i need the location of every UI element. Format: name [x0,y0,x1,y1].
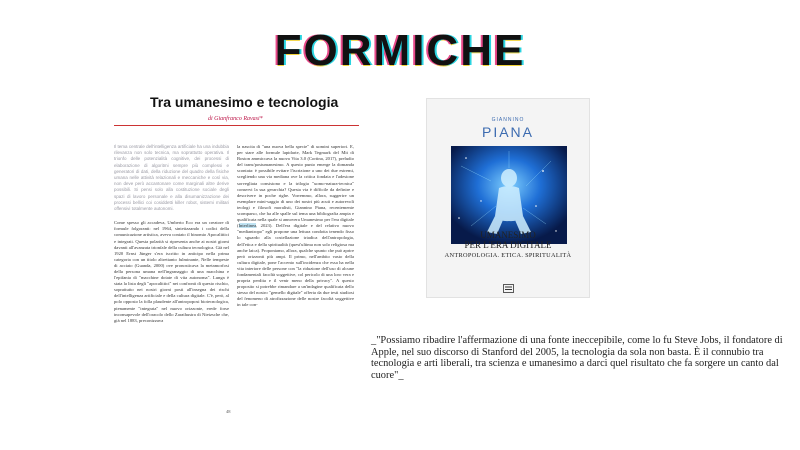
article-title: Tra umanesimo e tecnologia [150,94,339,110]
article-column-right [237,144,354,409]
article-column-left [114,144,229,409]
book-author-first-name: GIANNINO [491,117,525,123]
book-cover [426,98,590,298]
book-title-line-2: PER L'ERA DIGITALE [464,240,552,250]
pull-quote: _"Possiamo ribadire l'affermazione di una fonte ineccepibile, come lo fu Steve Jobs, il fondatore di Apple, nel suo discorso di Stanford del 2005, la tecnologia da sola non basta. È il connubio tra tecnologia e arti liberali, tra scienza e umanesimo a darci quel risultato che fa sorgere un canto dal cuore"_ [371,335,783,382]
page-number: 48 [226,409,231,414]
article-body-right-part1: la nascita di "una nuova bella specie" di uomini superiori. E, per stare alle formule lapidarie, Mark Tegmark del Mit di Boston ammiccava la nuova Vita 3.0 (Cortina, 2017), preludio del trans/postumanesimo. A questo punto emerge la domanda scontata: è possibile evitare l'iscrizione a uno dei due estremi, scegliendo una via mediana ove la critica fondata e l'adesione sorvegliata consistono e la trilogia "uomo-natura-tecnica" conservi la sua gerarchia? Questa via è difficile da definire e descrivere in poche righe. Vorremmo, allora, suggerire un esemplare mini-saggio di uno dei nostri più acuti e autorevoli teologi e filosofi moralisti, Giannino Piana, recentemente scomparso, che ha alle spalle sul tema una bibliografia ampia e qualificata nella quale si annovera Umanesimo per l'era digitale ( [237,144,354,229]
article-byline: di Gianfranco Ravasi* [208,116,263,122]
article-abstract: Il tema centrale dell'intelligenza artificiale ha una indubbia rilevanza non solo tecnica, ma soprattutto operativa. Il trionfo delle potenzialità cognitive, dei processi di elaborazione di algoritmi sempre più complessi e generatori di dati, della riduzione del quadro della fisiche umana nelle attività relazionali e meccaniche e così via, non deve però accantonare come marginali altre derive possibili. Si pensi solo alla costituzione sociale degli spazi di lavoro personale e alla disumanizzazione dei processi bellici coi cosiddetti killer robot, sistemi militari offensivi totalmente autonomi. [114,144,229,212]
article-body-right-part2: , 2023). Dell'era digitale e del relativo nuovo "mediantropo" egli propone una lettura condotta tenendo fisso lo sguardo alla costellazione triadica dell'antropologia, dell'etica e della spiritualità (quest'ultima non solo religiosa ma anche laica). Proponiamo, allora, qualche spunto che può aprire però orizzonti più ampi. Il primo, nell'ambito vasto della cultura digitale, pone l'accento sull'incidenza che essa ha nella vita interiore delle persone con "la riduzione dell'uso di alcune fondamentali facoltà soggettive, col pericolo di una loro vera e propria perdita e il venir meno della privacy". A questo proposito si potrebbe rimandare a un'indagine qualificata dello stesso del nostro "gemello digitale" offerta da due testi studiosi del fenomeno di atrofizzazione delle nostre facoltà soggettive in tale con- [237,223,354,308]
logo-text: FORMICHE [274,26,526,75]
article-body-left: Come spesso gli accadeva, Umberto Eco era un creatore di formule folgoranti: nel 1964, sintetizzando i codici della comunicazione artistica, aveva coniato il binomio Apocalittici e integrati. Questa polarità si ripresenta anche ai nostri giorni davanti all'avanzata trionfale della cultura tecnologica. Già nel 1920 Ernst Jünger s'era iscritto in anticipo nella prima categoria con un titolo altrettanto fulminante, Nelle tempeste di acciaio (Guanda, 2000) ove pronosticava la metamorfosi della persona umana nell'ingranaggio di una macchina e l'epifania di "macchine dotate di vita autonoma". Lunga è stata la lista degli "apocalittici" nei confronti di questo rischio, soprattutto nei nostri giorni posti all'insegna dei rischi dell'intelligenza artificiale e della cultura digitale. C'è, però, al polo opposto la folla plaudente all'antropoposi biotecnologica, pienamente "integrata" nel nuovo orizzonte, erede forse inconsapevole dell'oracolo dello Zarathustra di Nietzsche che, già nel 1883, preconizzava [114,220,229,323]
book-subtitle: ANTROPOLOGIA. ETICA. SPIRITUALITÀ [444,252,572,259]
book-title [427,230,589,250]
book-title-line-1: UMANESIMO [480,230,536,240]
title-divider [114,125,359,126]
magazine-page [100,80,365,415]
publisher-highlight: Interlinea [238,223,257,229]
formiche-logo [0,26,800,76]
book-author-last-name: PIANA [481,124,534,140]
interlinea-logo-icon [503,284,514,293]
